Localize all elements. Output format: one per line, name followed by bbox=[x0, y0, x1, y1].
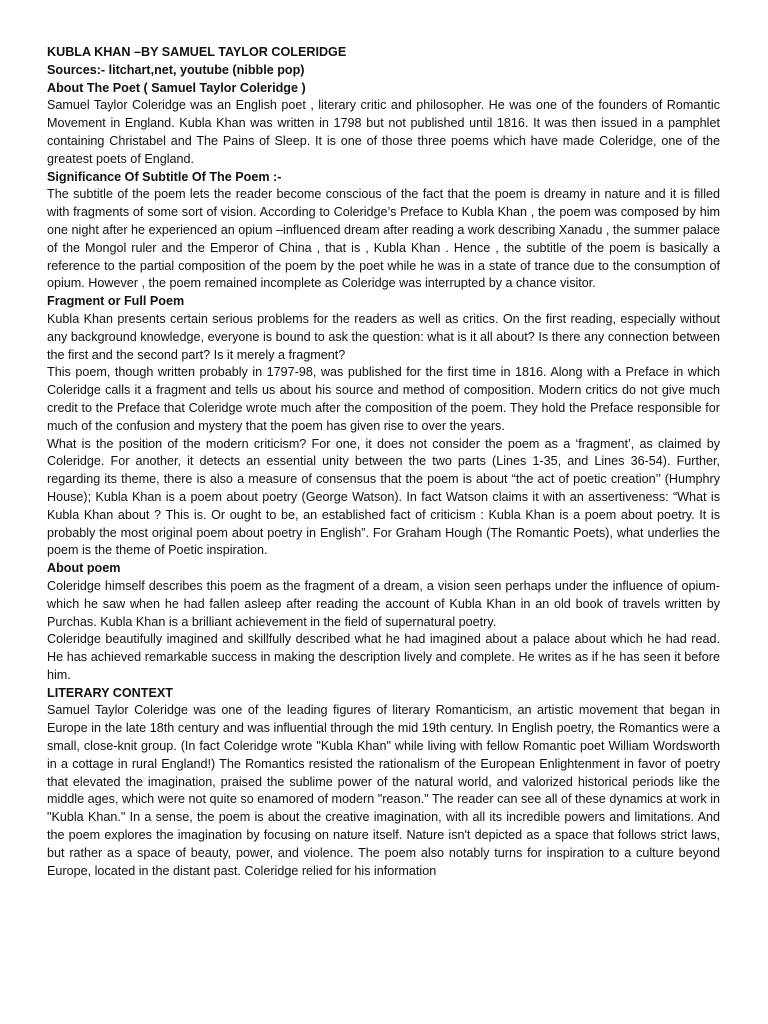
document-page bbox=[47, 44, 720, 880]
paragraph: Coleridge beautifully imagined and skillfully described what he had imagined about a palace about which he had read. He has achieved remarkable success in making the description lively and complete. He writes as if he has seen it before him. bbox=[47, 632, 720, 682]
paragraph: The subtitle of the poem lets the reader become conscious of the fact that the poem is dreamy in nature and it is filled with fragments of some sort of vision. According to Coleridge’s Preface to Kubla Khan , the poem was composed by him one night after he experienced an opium –influenced dream after reading a work describing Xanadu , the summer palace of the Mongol ruler and the Emperor of China , that is , Kubla Khan . Hence , the subtitle of the poem is basically a reference to the partial composition of the poem by the poet while he was in a state of trance due to the consumption of opium. However , the poem remained incomplete as Coleridge was interrupted by a chance visitor. bbox=[47, 187, 720, 291]
paragraph: What is the position of the modern criticism? For one, it does not consider the poem as a ‘fragment’, as claimed by Coleridge. For another, it detects an essential unity between the two parts (Lines 1-35, and Lines 36-54). Further, regarding its theme, there is also a measure of consensus that the poem is about “the act of poetic creation’’ (Humphry House); Kubla Khan is a poem about poetry (George Watson). In fact Watson claims it with an assertiveness: “What is Kubla Khan about ? This is. Or ought to be, an established fact of criticism : Kubla Khan is a poem about poetry. It is probably the most original poem about poetry in English”. For Graham Hough (The Romantic Poets), what underlies the poem is the theme of Poetic inspiration. bbox=[47, 436, 720, 558]
paragraph: Coleridge himself describes this poem as the fragment of a dream, a vision seen perhaps under the influence of opium-which he saw when he had fallen asleep after reading the account of Kubla Khan in an old book of travels written by Purchas. Kubla Khan is a brilliant achievement in the field of supernatural poetry. bbox=[47, 578, 720, 629]
section-heading-about-poet: About The Poet ( Samuel Taylor Coleridge ) bbox=[47, 80, 306, 95]
section-heading-literary-context: LITERARY CONTEXT bbox=[47, 685, 173, 700]
document-sources: Sources:- litchart,net, youtube (nibble pop) bbox=[47, 62, 305, 77]
section-heading-about-poem: About poem bbox=[47, 561, 121, 576]
section-heading-subtitle-significance: Significance Of Subtitle Of The Poem :- bbox=[47, 169, 282, 184]
section-heading-fragment: Fragment or Full Poem bbox=[47, 294, 185, 309]
document-title: KUBLA KHAN –BY SAMUEL TAYLOR COLERIDGE bbox=[47, 45, 347, 59]
paragraph: This poem, though written probably in 1797-98, was published for the first time in 1816. Along with a Preface in which Coleridge calls it a fragment and tells us about his source and method of composition. Modern critics do not give much credit to the Preface that Coleridge wrote much after the composition of the poem. They hold the Preface responsible for much of the confusion and mystery that the poem has given rise to over the years. bbox=[47, 365, 720, 433]
paragraph: Samuel Taylor Coleridge was one of the leading figures of literary Romanticism, an artistic movement that began in Europe in the late 18th century and was influential through the mid 19th century. In English poetry, the Romantics were a small, close-knit group. (In fact Coleridge wrote "Kubla Khan" while living with fellow Romantic poet William Wordsworth in a cottage in rural England!) The Romantics resisted the rationalism of the European Enlightenment in favor of poetry that elevated the imagination, praised the sublime power of the natural world, and valorized historical periods like the middle ages, which were not quite so enamored of modern "reason." The reader can see all of these dynamics at work in "Kubla Khan." In a sense, the poem is about the creative imagination, with all its incredible powers and limitations. And the poem explores the imagination by focusing on nature itself. Nature isn't depicted as a space that follows strict laws, but rather as a space of beauty, power, and violence. The poem also notably turns for inspiration to a culture beyond Europe, located in the distant past. Coleridge relied for his information bbox=[47, 703, 720, 878]
paragraph: Kubla Khan presents certain serious problems for the readers as well as critics. On the first reading, especially without any background knowledge, everyone is bound to ask the question: what is it all about? Is there any connection between the first and the second part? Is it merely a fragment? bbox=[47, 311, 720, 362]
paragraph: Samuel Taylor Coleridge was an English poet , literary critic and philosopher. He was one of the founders of Romantic Movement in England. Kubla Khan was written in 1798 but not published until 1816. It was then issued in a pamphlet containing Christabel and The Pains of Sleep. It is one of those three poems which have made Coleridge, one of the greatest poets of England. bbox=[47, 98, 720, 166]
